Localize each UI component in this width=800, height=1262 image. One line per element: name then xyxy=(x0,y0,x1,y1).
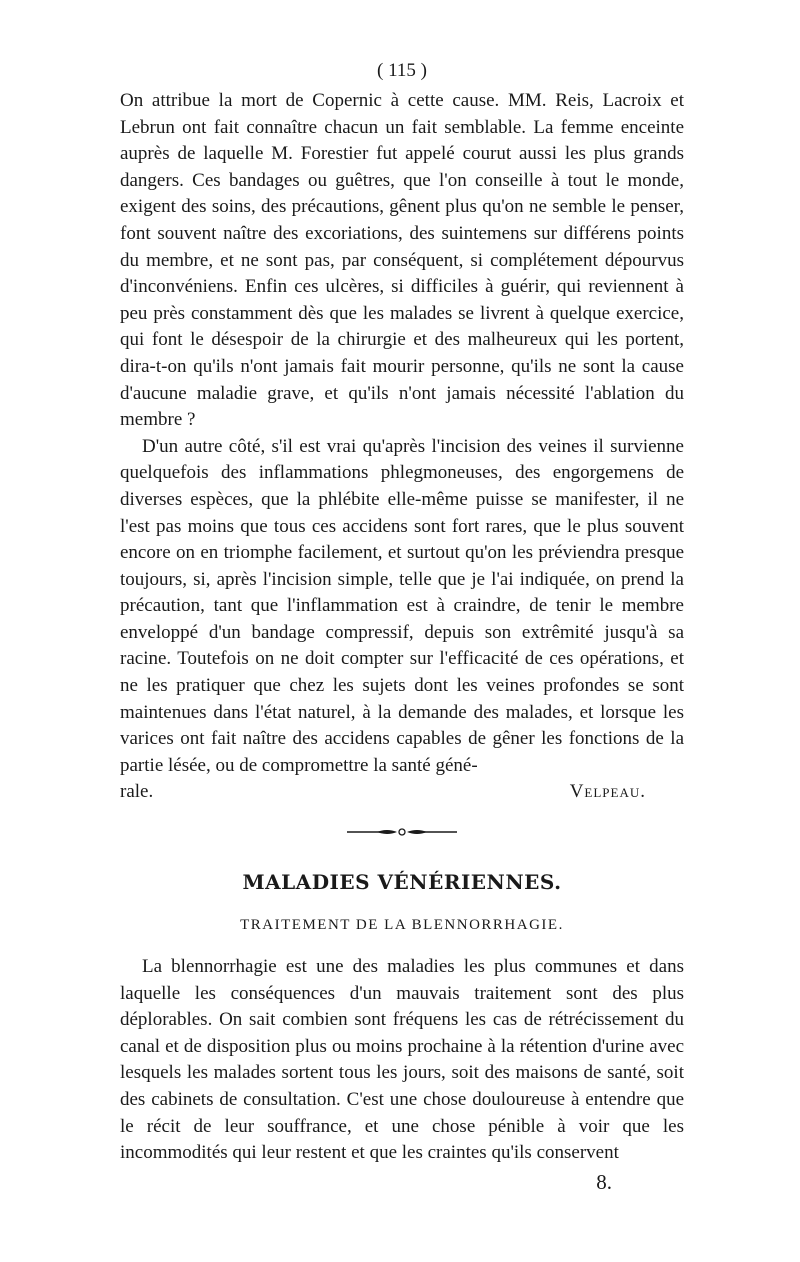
divider-ornament-icon xyxy=(347,826,457,838)
closing-word: rale. xyxy=(120,781,154,803)
closing-line xyxy=(120,779,684,806)
page-number: ( 115 ) xyxy=(377,60,427,81)
ornamental-divider xyxy=(120,820,684,844)
paragraph-copernic: On attribue la mort de Copernic à cette cause. MM. Reis, Lacroix et Lebrun ont fait connaître chacun un fait semblable. La femme enceinte auprès de laquelle M. Forestier fut appelé courut aussi les plus grands dangers. Ces bandages ou guêtres, que l'on conseille à tout le monde, exigent des soins, des précautions, gênent plus qu'on ne semble le penser, font souvent naître des excoriations, des suintemens sur différens points du membre, et ne sont pas, par conséquent, si complétement dépourvus d'inconvéniens. Enfin ces ulcères, si difficiles à guérir, qui reviennent à peu près constamment dès que les malades se livrent à quelque exercice, qui font le désespoir de la chirurgie et des malheureux qui les portent, dira-t-on qu'ils n'ont jamais fait mourir personne, qu'ils ne sont la cause d'aucune maladie grave, et qu'ils n'ont jamais nécessité l'ablation du membre ? xyxy=(120,90,684,431)
paragraph-blennorrhagie: La blennorrhagie est une des maladies les plus communes et dans laquelle les conséquences d'un mauvais traitement sont des plus déplorables. On sait combien sont fréquens les cas de rétrécissement du canal et de disposition plus ou moins prochaine à la rétention d'urine avec lesquels les malades sortent tous les jours, soit des maisons de santé, soit des cabinets de consultation. C'est une chose douloureuse à entendre que le récit de leur souffrance, et une chose pénible à voir que les incommodités qui leur restent et que les craintes qu'ils conservent xyxy=(120,956,684,1164)
subsection-title: TRAITEMENT DE LA BLENNORRHAGIE. xyxy=(240,917,564,934)
author-signature: Velpeau. xyxy=(569,781,646,803)
book-page xyxy=(120,58,684,1195)
printer-signature-mark: 8. xyxy=(596,1169,612,1194)
paragraph-incision: D'un autre côté, s'il est vrai qu'après l'incision des veines il survienne quelquefois des inflammations phlegmoneuses, des engorgemens de diverses espèces, que la phlébite elle-même puisse se manifester, il ne l'est pas moins que tous ces accidens sont fort rares, que le plus souvent encore on en triomphe facilement, et surtout qu'on les préviendra presque toujours, si, après l'incision simple, telle que je l'ai indiquée, on prend la précaution, tant que l'inflammation est à craindre, de tenir le membre enveloppé d'un bandage compressif, depuis son extrêmité jusqu'à sa racine. Toutefois on ne doit compter sur l'efficacité de ces opérations, et ne les pratiquer que chez les sujets dont les veines profondes se sont maintenues dans l'état naturel, à la demande des malades, et lorsque les varices ont fait naître des accidens capables de gêner les fonctions de la partie lésée, ou de compromettre la santé géné- xyxy=(120,435,684,776)
section-title: MALADIES VÉNÉRIENNES. xyxy=(242,870,562,895)
